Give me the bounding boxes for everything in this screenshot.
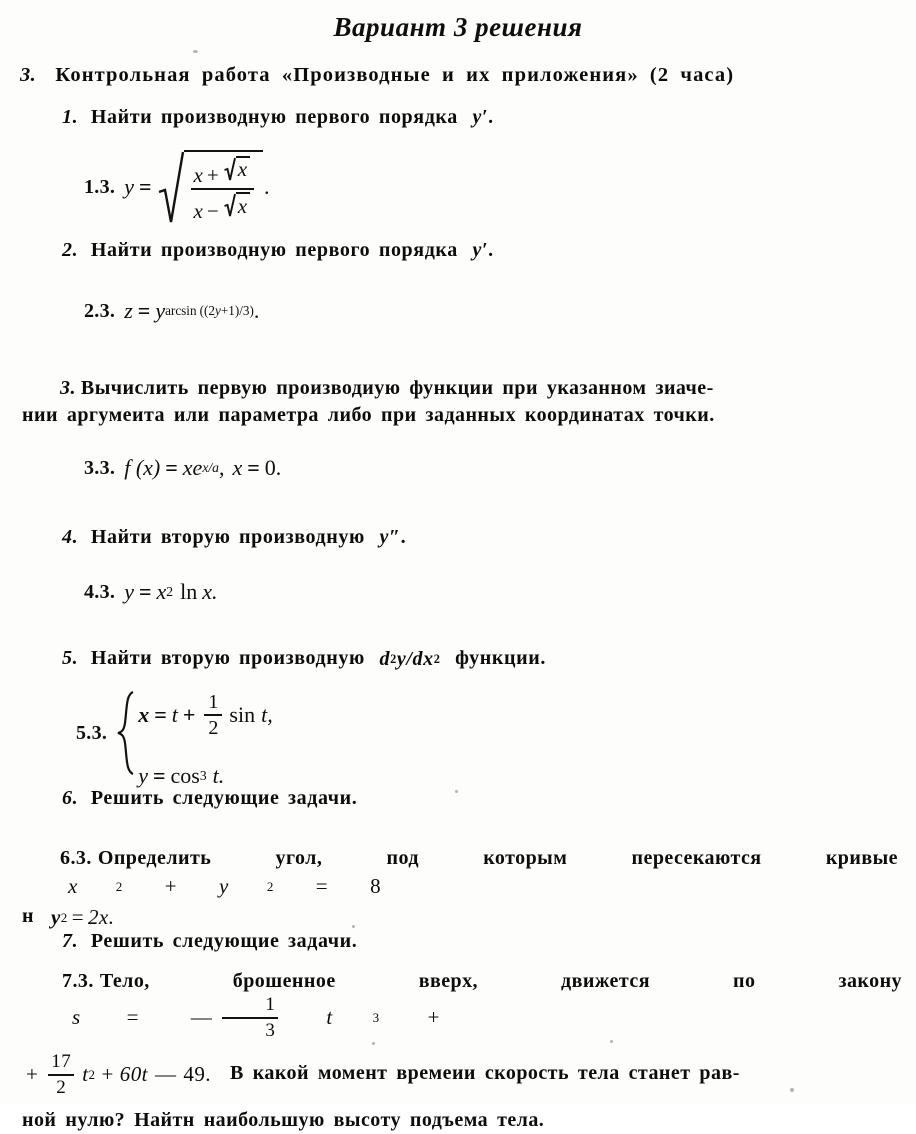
- formula-3-3-fx: f (x): [124, 455, 161, 480]
- plus-60t: +: [101, 1062, 114, 1087]
- x-symbol: x: [423, 647, 434, 670]
- formula-2-3-lhs: z: [124, 298, 133, 323]
- formula-2-3-label: 2.3.: [84, 300, 116, 322]
- s-equals: =: [126, 1005, 139, 1030]
- radical-inner-numerator: [224, 156, 250, 182]
- f2-y: y: [50, 905, 61, 930]
- exp-arg-open: ((2: [199, 303, 215, 318]
- scan-speck: [455, 790, 458, 793]
- system-row-2: y = cos 3 t.: [138, 762, 225, 788]
- formula-3-3-x: x: [232, 455, 243, 480]
- item-6-3-formula-2: y 2 = 2x.: [43, 903, 114, 932]
- item-7-3: [22, 968, 902, 1134]
- task-2-heading: [62, 237, 494, 264]
- task-5-heading-text-b: функции.: [455, 647, 546, 669]
- row2-equals: =: [152, 762, 166, 788]
- f1-plus: +: [164, 874, 178, 899]
- f2-value: 2x.: [87, 905, 115, 930]
- formula-3-3-comma: ,: [218, 455, 225, 480]
- task-2-number: 2.: [62, 239, 79, 261]
- radical-outer: [158, 150, 264, 224]
- task-4-heading-text: Найти вторую производную: [90, 526, 365, 548]
- t-cubed-base: t: [326, 1005, 333, 1030]
- row2-argument: t.: [212, 762, 225, 788]
- formula-1-3-period: .: [264, 174, 270, 199]
- formula-5-3-label: 5.3.: [76, 722, 108, 744]
- item-7-3-line-2: [22, 1052, 902, 1097]
- item-7-3-text-1: Тело, брошенное вверх, движется по закону: [99, 970, 902, 992]
- item-6-3: [22, 845, 898, 932]
- formula-1-3-equals: =: [138, 174, 152, 199]
- trailing-plus: +: [427, 1005, 440, 1030]
- task-5-heading-symbol: d 2 y /d x 2: [373, 646, 446, 673]
- f2-bar: [48, 1074, 74, 1076]
- scan-speck: [610, 1040, 613, 1043]
- formula-3-3-equals-2: =: [247, 455, 260, 480]
- left-brace-icon: [116, 690, 136, 776]
- den-radicand: x: [237, 193, 248, 218]
- task-5-heading: [62, 645, 546, 673]
- formula-3-3-xe: xe: [182, 455, 203, 480]
- formula-2-3: [84, 300, 259, 322]
- den-x: x: [193, 199, 203, 223]
- page-title: Вариант 3 решения: [333, 12, 583, 42]
- num-x: x: [193, 162, 203, 187]
- formula-2-3-equals: =: [137, 298, 151, 323]
- item-7-3-text-2: В какой момент времеии скорость тела станет рав-: [229, 1062, 740, 1085]
- f1-equals: =: [315, 874, 329, 899]
- scan-speck: [790, 1088, 794, 1092]
- scan-speck: [193, 50, 198, 53]
- fraction-1-3-numerator: [191, 156, 255, 187]
- section-heading: [20, 62, 898, 89]
- row1-fraction-numerator: 1: [208, 691, 219, 713]
- task-1-heading-symbol: y′: [472, 106, 489, 128]
- task-1-heading-text: Найти производную первого порядка: [90, 106, 458, 128]
- f1-x: x: [68, 874, 78, 899]
- task-7-heading: [62, 928, 357, 955]
- task-3-heading-text-1: Вычислить первую производиую функции при указанном зиаче-: [80, 377, 714, 399]
- item-6-3-conjunction: н: [22, 905, 34, 928]
- task-6-heading-text: Решить следующие задачи.: [90, 787, 358, 809]
- y-symbol: y: [396, 647, 407, 670]
- formula-4-3-x: x: [156, 579, 167, 604]
- task-4-number: 4.: [62, 526, 79, 548]
- exp-arg-rest: 1)/3): [228, 303, 254, 318]
- task-2-heading-text: Найти производную первого порядка: [90, 239, 458, 261]
- f1-bar: [222, 1017, 278, 1019]
- task-3-heading-line-2: нии аргумеита или параметра либо при заданных координатах точки.: [22, 404, 715, 427]
- f2-numerator: 17: [51, 1051, 72, 1073]
- leading-plus: +: [26, 1062, 39, 1087]
- den-minus: −: [206, 199, 219, 223]
- item-6-3-formula-1: x 2 + y 2 = 8: [22, 872, 381, 901]
- row1-sin: sin: [229, 702, 256, 728]
- task-4-heading-tail: .: [400, 526, 407, 548]
- formula-4-3-label: 4.3.: [84, 581, 116, 603]
- row1-fraction-bar: [204, 714, 222, 716]
- slash-d-symbol: /d: [406, 647, 424, 670]
- scan-speck: [352, 925, 355, 928]
- exp-arg-plus: +: [220, 303, 229, 318]
- row1-argument: t,: [261, 702, 273, 728]
- item-6-3-text: Определить угол, под которым пересекаются кривые: [97, 847, 898, 869]
- formula-3-3-equals: =: [165, 455, 178, 480]
- row1-t: t: [171, 702, 178, 728]
- task-6-number: 6.: [62, 787, 79, 809]
- row1-fraction-denominator: 2: [208, 717, 219, 740]
- formula-4-3: 4.3. y = x 2 ln x.: [84, 579, 218, 604]
- radical-outer-body: [184, 150, 264, 224]
- formula-2-3-period: .: [253, 298, 260, 323]
- item-6-3-label: 6.3.: [60, 847, 92, 869]
- exp-arg-var: y: [214, 303, 221, 318]
- row1-equals: =: [154, 702, 167, 728]
- task-7-number: 7.: [62, 930, 79, 952]
- radical-inner-denominator: [224, 192, 250, 218]
- formula-5-3: [76, 690, 273, 788]
- row2-lhs: y: [138, 762, 148, 788]
- item-7-3-formula-part-2: + $\frac{17}{2}$ t 2 + 60t — 49.: [26, 1051, 212, 1098]
- task-5-heading-text-a: Найти вторую производную: [90, 647, 365, 669]
- formula-4-3-ln: ln: [180, 579, 198, 604]
- system-of-equations: [116, 690, 273, 788]
- task-1-heading: [62, 104, 494, 131]
- row2-cos: cos: [170, 762, 200, 788]
- term-60t: 60t: [119, 1062, 148, 1087]
- f1-value: 8: [370, 874, 382, 899]
- item-7-3-label: 7.3.: [62, 970, 94, 992]
- term-49: 49.: [183, 1062, 212, 1087]
- task-4-heading: [62, 524, 406, 551]
- f1-numerator: 1: [265, 994, 276, 1016]
- formula-3-3-label: 3.3.: [84, 457, 116, 479]
- item-7-3-line-3: ной нулю? Найтн наибольшую высоту подъема тела.: [22, 1108, 545, 1131]
- formula-1-3: [84, 150, 270, 224]
- task-5-number: 5.: [62, 647, 79, 669]
- row1-plus: +: [182, 702, 196, 728]
- num-plus: +: [206, 162, 219, 187]
- formula-1-3-label: 1.3.: [84, 176, 116, 198]
- system-row-1: [138, 692, 273, 739]
- formula-3-3: 3.3. f (x) = xe x/a , x = 0.: [84, 455, 282, 480]
- num-radicand: x: [237, 157, 248, 182]
- formula-4-3-arg: x.: [202, 579, 218, 604]
- s-minus: —: [190, 1005, 213, 1030]
- radical-inner-num-sign-icon: [224, 156, 236, 182]
- item-7-3-formula-part-1: s = — $\frac{1}{3}$ t 3 +: [22, 995, 444, 1040]
- section-title-text: Контрольная работа «Производные и их приложения» (2 часа): [55, 64, 735, 86]
- radical-outer-sign-icon: [158, 150, 184, 224]
- formula-4-3-lhs: y: [124, 579, 134, 604]
- t-squared-base: t: [82, 1062, 89, 1087]
- formula-1-3-lhs: y: [124, 174, 134, 199]
- f2-denominator: 2: [56, 1076, 67, 1098]
- scan-speck: [372, 1042, 375, 1045]
- formula-4-3-equals: =: [138, 579, 152, 604]
- f1-y: y: [219, 874, 229, 899]
- fraction-1-3-bar: [191, 188, 255, 190]
- task-4-heading-symbol: y″: [379, 526, 401, 548]
- d-symbol: d: [379, 647, 391, 670]
- row1-lhs: x: [138, 702, 150, 728]
- task-6-heading: [62, 785, 357, 812]
- fraction-1-3-denominator: [191, 191, 255, 222]
- item-7-3-line-1: [22, 968, 902, 1040]
- task-7-heading-text: Решить следующие задачи.: [90, 930, 358, 952]
- f1-denominator: 3: [265, 1019, 276, 1041]
- radical-inner-den-sign-icon: [224, 192, 236, 218]
- f2-equals: =: [71, 905, 84, 930]
- task-2-heading-symbol: y′: [472, 239, 489, 261]
- section-number: 3.: [20, 64, 37, 86]
- task-3-heading-line-1: [22, 375, 898, 402]
- item-6-3-line-1: [22, 845, 898, 901]
- task-3-number: 3.: [60, 377, 76, 399]
- task-1-heading-tail: .: [488, 106, 494, 128]
- formula-2-3-base: y: [155, 298, 166, 323]
- minus-49: —: [154, 1062, 177, 1087]
- s-symbol: s: [72, 1005, 81, 1030]
- exp-function: arcsin: [165, 303, 197, 318]
- task-2-heading-tail: .: [488, 239, 494, 261]
- task-3-heading: [22, 375, 898, 430]
- task-1-number: 1.: [62, 106, 79, 128]
- formula-3-3-value: 0.: [264, 455, 282, 480]
